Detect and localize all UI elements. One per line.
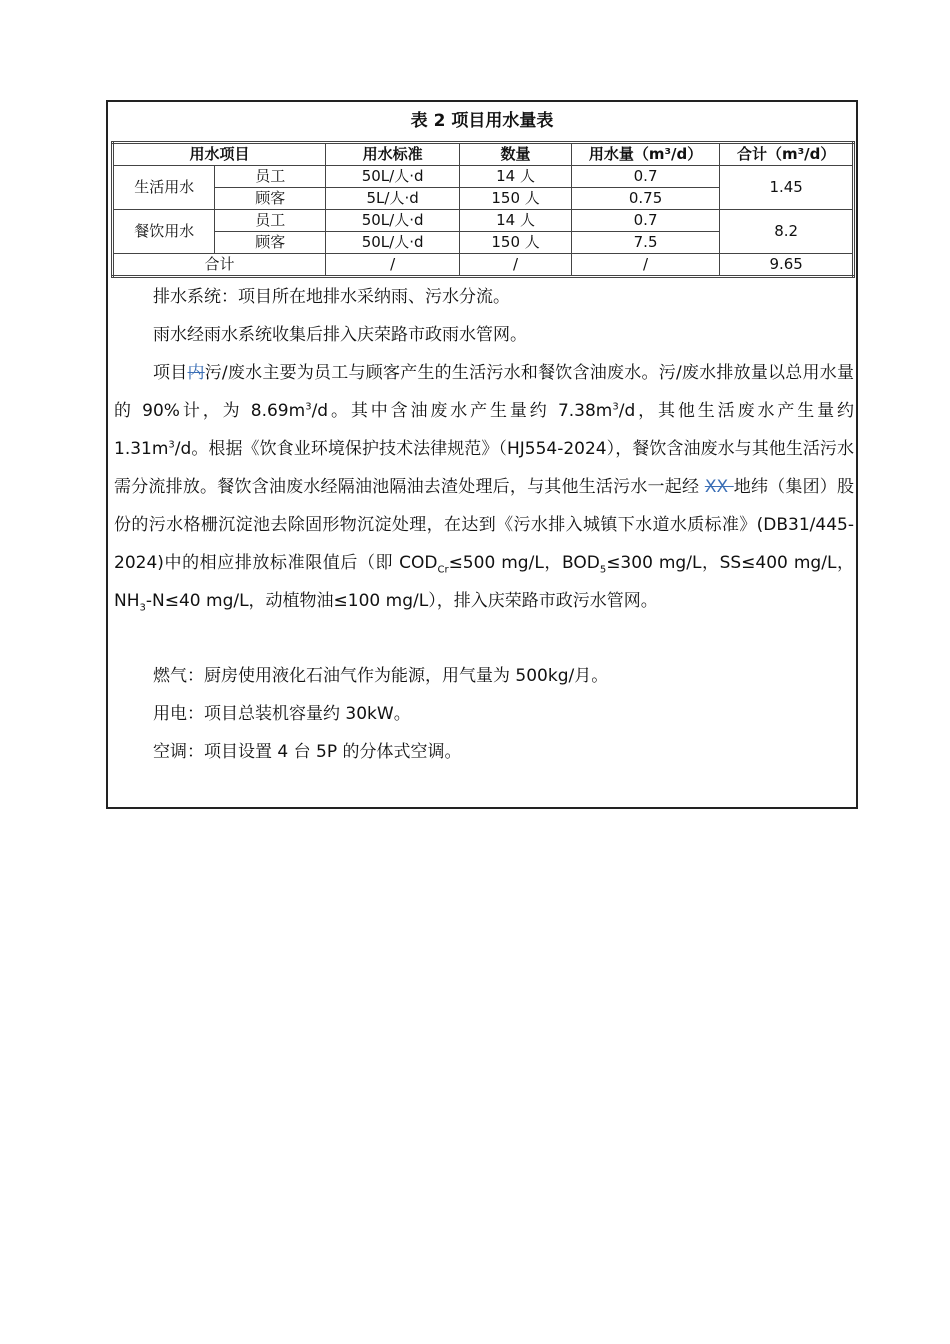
text-run: /d。根据《饮食业环境保护技术法律规范》（HJ554-2024），餐饮含油废水与其他生活污水需分流排放。餐饮含油废水经隔油池隔油去渣处理后，与其他生活污水一起经 xyxy=(114,439,854,497)
row-sub: 顾客 xyxy=(215,232,325,254)
table-row xyxy=(113,210,854,232)
row-standard: 50L/人·d xyxy=(325,166,459,188)
row-standard: 5L/人·d xyxy=(325,188,459,210)
text-run: 地纬（集团）股份的污水格栅沉淀池去除固形物沉淀处理，在达到《污水排入城镇下水道水质标准》(DB31/445-2024)中的相应排放标准限值后（即 COD xyxy=(114,477,855,573)
table-row xyxy=(113,166,854,188)
group-name: 餐饮用水 xyxy=(113,210,215,254)
row-sub: 员工 xyxy=(215,166,325,188)
sum-label: 合计 xyxy=(113,254,326,277)
deleted-text: 内 xyxy=(187,363,205,383)
sum-amount: / xyxy=(571,254,720,277)
paragraph-rainwater: 雨水经雨水系统收集后排入庆荣路市政雨水管网。 xyxy=(153,325,527,345)
header-count: 数量 xyxy=(460,143,572,166)
text-run: -N≤40 mg/L，动植物油≤100 mg/L），排入庆荣路市政污水管网。 xyxy=(145,591,658,611)
row-amount: 0.75 xyxy=(571,188,720,210)
water-usage-table xyxy=(111,141,855,278)
table-title: 表 2 项目用水量表 xyxy=(410,111,554,131)
row-sub: 员工 xyxy=(215,210,325,232)
paragraph-drainage: 排水系统：项目所在地排水采纳雨、污水分流。 xyxy=(153,287,510,307)
group-total: 1.45 xyxy=(720,166,854,210)
text-run: ≤500 mg/L，BOD xyxy=(448,553,600,573)
subscript: Cr xyxy=(437,564,449,576)
group-total: 8.2 xyxy=(720,210,854,254)
paragraph-electricity: 用电：项目总装机容量约 30kW。 xyxy=(153,704,411,724)
row-amount: 7.5 xyxy=(571,232,720,254)
subscript: 5 xyxy=(599,564,607,576)
header-amount: 用水量（m³/d） xyxy=(571,143,720,166)
subscript: 3 xyxy=(139,602,146,614)
row-standard: 50L/人·d xyxy=(325,210,459,232)
row-count: 14 人 xyxy=(460,210,572,232)
document-frame xyxy=(106,100,858,809)
row-count: 14 人 xyxy=(460,166,572,188)
paragraph-wastewater xyxy=(114,354,854,620)
row-amount: 0.7 xyxy=(571,166,720,188)
deleted-text: XX xyxy=(704,477,734,497)
row-amount: 0.7 xyxy=(571,210,720,232)
paragraph-air-conditioning: 空调：项目设置 4 台 5P 的分体式空调。 xyxy=(153,742,462,762)
row-count: 150 人 xyxy=(460,188,572,210)
row-sub: 顾客 xyxy=(215,188,325,210)
superscript: 3 xyxy=(305,401,312,413)
text-run: ≤300 mg/L，SS≤400 mg/L，NH xyxy=(114,553,855,611)
group-name: 生活用水 xyxy=(113,166,215,210)
sum-total: 9.65 xyxy=(720,254,854,277)
text-run: 污/废水主要为员工与顾客产生的生活污水和餐饮含油废水。污/废水排放量以总用水量的 90%计，为 8.69m xyxy=(114,363,854,421)
header-item: 用水项目 xyxy=(113,143,326,166)
superscript: 3 xyxy=(612,401,619,413)
table-sum-row xyxy=(113,254,854,277)
row-standard: 50L/人·d xyxy=(325,232,459,254)
text-run: /d，其他生活废水产生量约 1.31m xyxy=(114,401,854,459)
table-header-row xyxy=(113,143,854,166)
sum-standard: / xyxy=(325,254,459,277)
text-run: 项目 xyxy=(153,363,188,383)
text-run: /d。其中含油废水产生量约 7.38m xyxy=(311,401,613,421)
header-standard: 用水标准 xyxy=(325,143,459,166)
header-total: 合计（m³/d） xyxy=(720,143,854,166)
paragraph-gas: 燃气：厨房使用液化石油气作为能源，用气量为 500kg/月。 xyxy=(153,666,609,686)
sum-count: / xyxy=(460,254,572,277)
superscript: 3 xyxy=(168,439,175,451)
row-count: 150 人 xyxy=(460,232,572,254)
